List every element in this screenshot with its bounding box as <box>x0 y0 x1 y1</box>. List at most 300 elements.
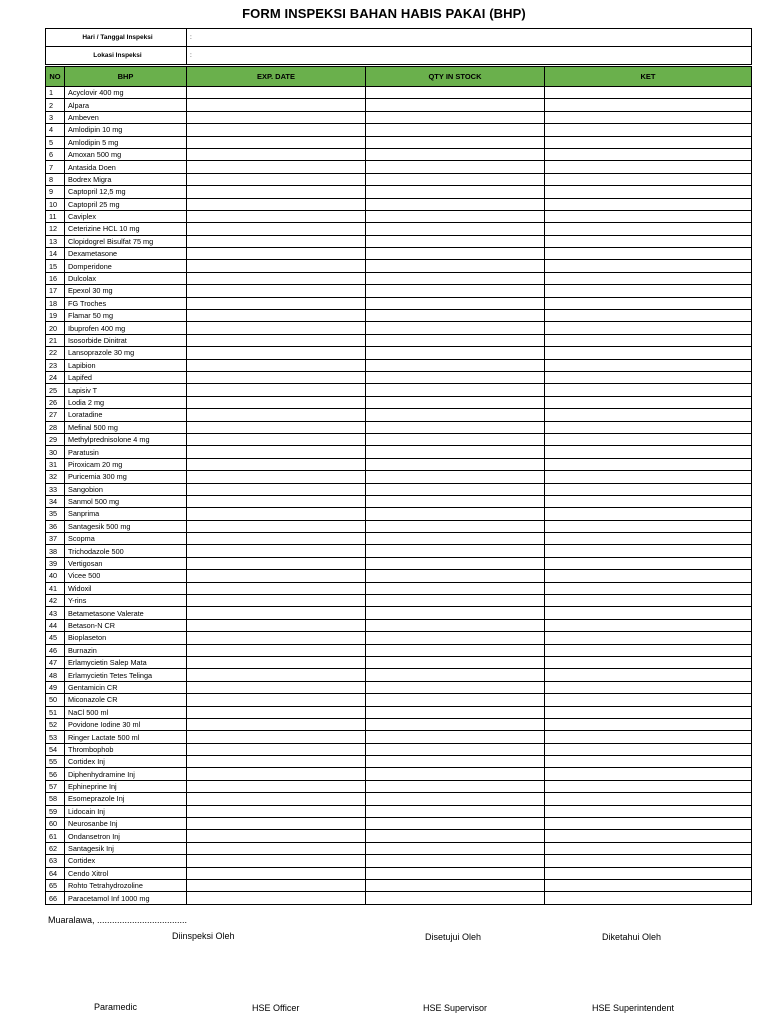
row-number: 11 <box>46 210 65 222</box>
row-bhp-name: Vertigosan <box>65 557 187 569</box>
row-number: 61 <box>46 830 65 842</box>
table-row <box>46 793 752 805</box>
signature-heading-inspected: Diinspeksi Oleh <box>172 931 235 941</box>
row-ket-cell[interactable] <box>545 99 752 111</box>
row-exp-date-cell[interactable] <box>187 632 366 644</box>
row-bhp-name: Ceterizine HCL 10 mg <box>65 223 187 235</box>
row-exp-date-cell[interactable] <box>187 681 366 693</box>
row-exp-date-cell[interactable] <box>187 694 366 706</box>
row-ket-cell[interactable] <box>545 272 752 284</box>
row-exp-date-cell[interactable] <box>187 334 366 346</box>
row-exp-date-cell[interactable] <box>187 830 366 842</box>
row-exp-date-cell[interactable] <box>187 495 366 507</box>
row-ket-cell[interactable] <box>545 768 752 780</box>
row-qty-cell[interactable] <box>366 99 545 111</box>
row-number: 65 <box>46 880 65 892</box>
table-row <box>46 718 752 730</box>
row-exp-date-cell[interactable] <box>187 272 366 284</box>
row-ket-cell[interactable] <box>545 842 752 854</box>
row-exp-date-cell[interactable] <box>187 136 366 148</box>
row-ket-cell[interactable] <box>545 545 752 557</box>
row-ket-cell[interactable] <box>545 508 752 520</box>
row-qty-cell[interactable] <box>366 694 545 706</box>
row-exp-date-cell[interactable] <box>187 99 366 111</box>
table-row <box>46 644 752 656</box>
row-exp-date-cell[interactable] <box>187 805 366 817</box>
row-qty-cell[interactable] <box>366 570 545 582</box>
row-qty-cell[interactable] <box>366 111 545 123</box>
row-qty-cell[interactable] <box>366 161 545 173</box>
table-row <box>46 756 752 768</box>
row-exp-date-cell[interactable] <box>187 842 366 854</box>
row-qty-cell[interactable] <box>366 644 545 656</box>
row-exp-date-cell[interactable] <box>187 124 366 136</box>
row-number: 50 <box>46 694 65 706</box>
row-exp-date-cell[interactable] <box>187 322 366 334</box>
row-ket-cell[interactable] <box>545 347 752 359</box>
row-ket-cell[interactable] <box>545 619 752 631</box>
row-bhp-name: Erlamycietin Tetes Telinga <box>65 669 187 681</box>
row-exp-date-cell[interactable] <box>187 855 366 867</box>
table-row <box>46 669 752 681</box>
row-exp-date-cell[interactable] <box>187 235 366 247</box>
row-qty-cell[interactable] <box>366 842 545 854</box>
row-exp-date-cell[interactable] <box>187 421 366 433</box>
row-ket-cell[interactable] <box>545 867 752 879</box>
row-exp-date-cell[interactable] <box>187 644 366 656</box>
row-qty-cell[interactable] <box>366 87 545 99</box>
row-exp-date-cell[interactable] <box>187 545 366 557</box>
row-qty-cell[interactable] <box>366 768 545 780</box>
row-exp-date-cell[interactable] <box>187 892 366 904</box>
row-ket-cell[interactable] <box>545 780 752 792</box>
row-bhp-name: Lapifed <box>65 371 187 383</box>
row-number: 42 <box>46 595 65 607</box>
row-number: 16 <box>46 272 65 284</box>
row-number: 47 <box>46 656 65 668</box>
table-row <box>46 433 752 445</box>
row-qty-cell[interactable] <box>366 805 545 817</box>
row-number: 41 <box>46 582 65 594</box>
row-number: 55 <box>46 756 65 768</box>
row-qty-cell[interactable] <box>366 656 545 668</box>
row-number: 14 <box>46 248 65 260</box>
row-bhp-name: Ephineprine Inj <box>65 780 187 792</box>
row-exp-date-cell[interactable] <box>187 198 366 210</box>
row-exp-date-cell[interactable] <box>187 780 366 792</box>
row-qty-cell[interactable] <box>366 310 545 322</box>
table-row <box>46 148 752 160</box>
row-ket-cell[interactable] <box>545 446 752 458</box>
row-exp-date-cell[interactable] <box>187 173 366 185</box>
row-exp-date-cell[interactable] <box>187 718 366 730</box>
row-ket-cell[interactable] <box>545 656 752 668</box>
row-number: 10 <box>46 198 65 210</box>
table-row <box>46 285 752 297</box>
row-qty-cell[interactable] <box>366 495 545 507</box>
row-qty-cell[interactable] <box>366 124 545 136</box>
row-number: 33 <box>46 483 65 495</box>
row-bhp-name: Amlodipin 5 mg <box>65 136 187 148</box>
row-exp-date-cell[interactable] <box>187 471 366 483</box>
row-exp-date-cell[interactable] <box>187 161 366 173</box>
row-bhp-name: Amlodipin 10 mg <box>65 124 187 136</box>
row-exp-date-cell[interactable] <box>187 557 366 569</box>
row-ket-cell[interactable] <box>545 595 752 607</box>
row-qty-cell[interactable] <box>366 433 545 445</box>
column-header-bhp: BHP <box>65 67 187 87</box>
row-qty-cell[interactable] <box>366 136 545 148</box>
row-exp-date-cell[interactable] <box>187 433 366 445</box>
table-row <box>46 223 752 235</box>
row-ket-cell[interactable] <box>545 223 752 235</box>
row-bhp-name: Dexametasone <box>65 248 187 260</box>
row-qty-cell[interactable] <box>366 297 545 309</box>
table-row <box>46 880 752 892</box>
row-ket-cell[interactable] <box>545 124 752 136</box>
signature-role-hse-officer: HSE Officer <box>252 1003 300 1013</box>
row-qty-cell[interactable] <box>366 248 545 260</box>
row-exp-date-cell[interactable] <box>187 880 366 892</box>
row-qty-cell[interactable] <box>366 892 545 904</box>
table-row <box>46 124 752 136</box>
row-exp-date-cell[interactable] <box>187 148 366 160</box>
row-qty-cell[interactable] <box>366 483 545 495</box>
row-exp-date-cell[interactable] <box>187 706 366 718</box>
row-ket-cell[interactable] <box>545 260 752 272</box>
row-ket-cell[interactable] <box>545 136 752 148</box>
row-number: 30 <box>46 446 65 458</box>
row-bhp-name: Paratusin <box>65 446 187 458</box>
row-exp-date-cell[interactable] <box>187 533 366 545</box>
row-exp-date-cell[interactable] <box>187 731 366 743</box>
column-header-exp-date: EXP. DATE <box>187 67 366 87</box>
row-ket-cell[interactable] <box>545 743 752 755</box>
row-qty-cell[interactable] <box>366 458 545 470</box>
row-ket-cell[interactable] <box>545 210 752 222</box>
row-ket-cell[interactable] <box>545 173 752 185</box>
row-exp-date-cell[interactable] <box>187 520 366 532</box>
row-ket-cell[interactable] <box>545 483 752 495</box>
row-number: 31 <box>46 458 65 470</box>
row-ket-cell[interactable] <box>545 880 752 892</box>
row-bhp-name: Lodia 2 mg <box>65 396 187 408</box>
row-bhp-name: Epexol 30 mg <box>65 285 187 297</box>
row-ket-cell[interactable] <box>545 198 752 210</box>
row-qty-cell[interactable] <box>366 371 545 383</box>
row-qty-cell[interactable] <box>366 223 545 235</box>
row-exp-date-cell[interactable] <box>187 793 366 805</box>
row-qty-cell[interactable] <box>366 756 545 768</box>
row-bhp-name: Y-rins <box>65 595 187 607</box>
row-exp-date-cell[interactable] <box>187 483 366 495</box>
row-qty-cell[interactable] <box>366 818 545 830</box>
row-number: 46 <box>46 644 65 656</box>
row-qty-cell[interactable] <box>366 421 545 433</box>
row-qty-cell[interactable] <box>366 186 545 198</box>
row-qty-cell[interactable] <box>366 867 545 879</box>
row-exp-date-cell[interactable] <box>187 384 366 396</box>
row-number: 8 <box>46 173 65 185</box>
row-qty-cell[interactable] <box>366 198 545 210</box>
row-bhp-name: Ibuprofen 400 mg <box>65 322 187 334</box>
row-qty-cell[interactable] <box>366 359 545 371</box>
row-qty-cell[interactable] <box>366 780 545 792</box>
row-exp-date-cell[interactable] <box>187 582 366 594</box>
row-ket-cell[interactable] <box>545 632 752 644</box>
row-number: 6 <box>46 148 65 160</box>
row-number: 34 <box>46 495 65 507</box>
row-qty-cell[interactable] <box>366 520 545 532</box>
row-exp-date-cell[interactable] <box>187 768 366 780</box>
row-number: 44 <box>46 619 65 631</box>
row-bhp-name: Piroxicam 20 mg <box>65 458 187 470</box>
row-number: 28 <box>46 421 65 433</box>
row-exp-date-cell[interactable] <box>187 310 366 322</box>
row-exp-date-cell[interactable] <box>187 595 366 607</box>
row-bhp-name: Loratadine <box>65 409 187 421</box>
row-qty-cell[interactable] <box>366 148 545 160</box>
row-ket-cell[interactable] <box>545 161 752 173</box>
row-bhp-name: Sangobion <box>65 483 187 495</box>
row-qty-cell[interactable] <box>366 384 545 396</box>
row-ket-cell[interactable] <box>545 582 752 594</box>
row-number: 18 <box>46 297 65 309</box>
row-ket-cell[interactable] <box>545 731 752 743</box>
row-ket-cell[interactable] <box>545 396 752 408</box>
row-ket-cell[interactable] <box>545 793 752 805</box>
row-qty-cell[interactable] <box>366 260 545 272</box>
row-exp-date-cell[interactable] <box>187 248 366 260</box>
column-header-no: NO <box>46 67 65 87</box>
row-ket-cell[interactable] <box>545 805 752 817</box>
table-row <box>46 421 752 433</box>
row-number: 58 <box>46 793 65 805</box>
row-ket-cell[interactable] <box>545 681 752 693</box>
table-row <box>46 446 752 458</box>
row-qty-cell[interactable] <box>366 334 545 346</box>
row-ket-cell[interactable] <box>545 570 752 582</box>
table-row <box>46 409 752 421</box>
table-row <box>46 359 752 371</box>
row-ket-cell[interactable] <box>545 186 752 198</box>
table-row <box>46 272 752 284</box>
row-qty-cell[interactable] <box>366 855 545 867</box>
row-qty-cell[interactable] <box>366 173 545 185</box>
table-row <box>46 483 752 495</box>
row-ket-cell[interactable] <box>545 334 752 346</box>
row-qty-cell[interactable] <box>366 880 545 892</box>
table-row <box>46 842 752 854</box>
row-ket-cell[interactable] <box>545 322 752 334</box>
row-ket-cell[interactable] <box>545 818 752 830</box>
row-number: 1 <box>46 87 65 99</box>
row-ket-cell[interactable] <box>545 533 752 545</box>
row-ket-cell[interactable] <box>545 694 752 706</box>
row-ket-cell[interactable] <box>545 310 752 322</box>
row-exp-date-cell[interactable] <box>187 347 366 359</box>
row-exp-date-cell[interactable] <box>187 260 366 272</box>
row-ket-cell[interactable] <box>545 669 752 681</box>
table-row <box>46 186 752 198</box>
row-ket-cell[interactable] <box>545 148 752 160</box>
row-ket-cell[interactable] <box>545 607 752 619</box>
table-row <box>46 867 752 879</box>
table-row <box>46 855 752 867</box>
row-exp-date-cell[interactable] <box>187 396 366 408</box>
row-bhp-name: Puricemia 300 mg <box>65 471 187 483</box>
row-ket-cell[interactable] <box>545 855 752 867</box>
row-ket-cell[interactable] <box>545 235 752 247</box>
row-bhp-name: Lidocain Inj <box>65 805 187 817</box>
row-exp-date-cell[interactable] <box>187 87 366 99</box>
row-exp-date-cell[interactable] <box>187 111 366 123</box>
row-qty-cell[interactable] <box>366 533 545 545</box>
row-exp-date-cell[interactable] <box>187 446 366 458</box>
row-ket-cell[interactable] <box>545 706 752 718</box>
table-row <box>46 818 752 830</box>
row-qty-cell[interactable] <box>366 582 545 594</box>
row-qty-cell[interactable] <box>366 718 545 730</box>
row-exp-date-cell[interactable] <box>187 619 366 631</box>
row-number: 59 <box>46 805 65 817</box>
row-qty-cell[interactable] <box>366 607 545 619</box>
row-bhp-name: Acyclovir 400 mg <box>65 87 187 99</box>
row-qty-cell[interactable] <box>366 706 545 718</box>
row-qty-cell[interactable] <box>366 508 545 520</box>
row-ket-cell[interactable] <box>545 644 752 656</box>
table-row <box>46 384 752 396</box>
row-exp-date-cell[interactable] <box>187 297 366 309</box>
row-ket-cell[interactable] <box>545 520 752 532</box>
table-row <box>46 595 752 607</box>
row-exp-date-cell[interactable] <box>187 756 366 768</box>
info-label-date: Hari / Tanggal Inspeksi <box>46 29 187 47</box>
row-qty-cell[interactable] <box>366 471 545 483</box>
row-ket-cell[interactable] <box>545 756 752 768</box>
row-qty-cell[interactable] <box>366 409 545 421</box>
row-bhp-name: Betason-N CR <box>65 619 187 631</box>
row-qty-cell[interactable] <box>366 396 545 408</box>
row-ket-cell[interactable] <box>545 495 752 507</box>
row-bhp-name: Miconazole CR <box>65 694 187 706</box>
row-ket-cell[interactable] <box>545 87 752 99</box>
row-exp-date-cell[interactable] <box>187 210 366 222</box>
row-exp-date-cell[interactable] <box>187 186 366 198</box>
row-qty-cell[interactable] <box>366 632 545 644</box>
row-qty-cell[interactable] <box>366 322 545 334</box>
table-row <box>46 830 752 842</box>
row-ket-cell[interactable] <box>545 433 752 445</box>
row-number: 26 <box>46 396 65 408</box>
row-number: 4 <box>46 124 65 136</box>
row-bhp-name: Povidone Iodine 30 ml <box>65 718 187 730</box>
row-number: 2 <box>46 99 65 111</box>
signature-role-paramedic: Paramedic <box>94 1002 138 1012</box>
row-exp-date-cell[interactable] <box>187 818 366 830</box>
row-ket-cell[interactable] <box>545 718 752 730</box>
row-ket-cell[interactable] <box>545 297 752 309</box>
info-row-location <box>46 47 752 65</box>
table-row <box>46 805 752 817</box>
info-value-date[interactable]: : <box>187 29 752 47</box>
row-ket-cell[interactable] <box>545 359 752 371</box>
row-exp-date-cell[interactable] <box>187 458 366 470</box>
row-exp-date-cell[interactable] <box>187 285 366 297</box>
row-qty-cell[interactable] <box>366 210 545 222</box>
row-ket-cell[interactable] <box>545 471 752 483</box>
row-qty-cell[interactable] <box>366 545 545 557</box>
row-ket-cell[interactable] <box>545 285 752 297</box>
row-qty-cell[interactable] <box>366 681 545 693</box>
row-number: 38 <box>46 545 65 557</box>
row-qty-cell[interactable] <box>366 272 545 284</box>
row-exp-date-cell[interactable] <box>187 409 366 421</box>
row-number: 13 <box>46 235 65 247</box>
row-exp-date-cell[interactable] <box>187 867 366 879</box>
row-qty-cell[interactable] <box>366 347 545 359</box>
row-exp-date-cell[interactable] <box>187 223 366 235</box>
table-row <box>46 508 752 520</box>
row-number: 56 <box>46 768 65 780</box>
row-exp-date-cell[interactable] <box>187 508 366 520</box>
row-qty-cell[interactable] <box>366 235 545 247</box>
row-qty-cell[interactable] <box>366 446 545 458</box>
row-ket-cell[interactable] <box>545 409 752 421</box>
row-exp-date-cell[interactable] <box>187 669 366 681</box>
row-bhp-name: Mefinal 500 mg <box>65 421 187 433</box>
info-value-location[interactable]: : <box>187 47 752 65</box>
row-number: 25 <box>46 384 65 396</box>
row-ket-cell[interactable] <box>545 111 752 123</box>
row-ket-cell[interactable] <box>545 421 752 433</box>
row-ket-cell[interactable] <box>545 830 752 842</box>
row-qty-cell[interactable] <box>366 619 545 631</box>
row-bhp-name: Neurosanbe Inj <box>65 818 187 830</box>
signature-role-hse-supervisor: HSE Supervisor <box>423 1003 488 1013</box>
row-exp-date-cell[interactable] <box>187 371 366 383</box>
row-qty-cell[interactable] <box>366 285 545 297</box>
row-ket-cell[interactable] <box>545 384 752 396</box>
table-row <box>46 495 752 507</box>
row-exp-date-cell[interactable] <box>187 607 366 619</box>
row-ket-cell[interactable] <box>545 458 752 470</box>
row-qty-cell[interactable] <box>366 669 545 681</box>
row-exp-date-cell[interactable] <box>187 656 366 668</box>
table-row <box>46 136 752 148</box>
row-exp-date-cell[interactable] <box>187 570 366 582</box>
table-row <box>46 173 752 185</box>
column-header-qty-in-stock: QTY IN STOCK <box>366 67 545 87</box>
row-bhp-name: Clopidogrel Bisulfat 75 mg <box>65 235 187 247</box>
row-ket-cell[interactable] <box>545 371 752 383</box>
row-qty-cell[interactable] <box>366 830 545 842</box>
table-row <box>46 347 752 359</box>
row-exp-date-cell[interactable] <box>187 743 366 755</box>
row-ket-cell[interactable] <box>545 557 752 569</box>
row-bhp-name: Cendo Xitrol <box>65 867 187 879</box>
row-qty-cell[interactable] <box>366 731 545 743</box>
row-ket-cell[interactable] <box>545 248 752 260</box>
row-ket-cell[interactable] <box>545 892 752 904</box>
row-exp-date-cell[interactable] <box>187 359 366 371</box>
row-bhp-name: Antasida Doen <box>65 161 187 173</box>
row-qty-cell[interactable] <box>366 595 545 607</box>
row-qty-cell[interactable] <box>366 793 545 805</box>
row-qty-cell[interactable] <box>366 743 545 755</box>
row-qty-cell[interactable] <box>366 557 545 569</box>
table-row <box>46 768 752 780</box>
